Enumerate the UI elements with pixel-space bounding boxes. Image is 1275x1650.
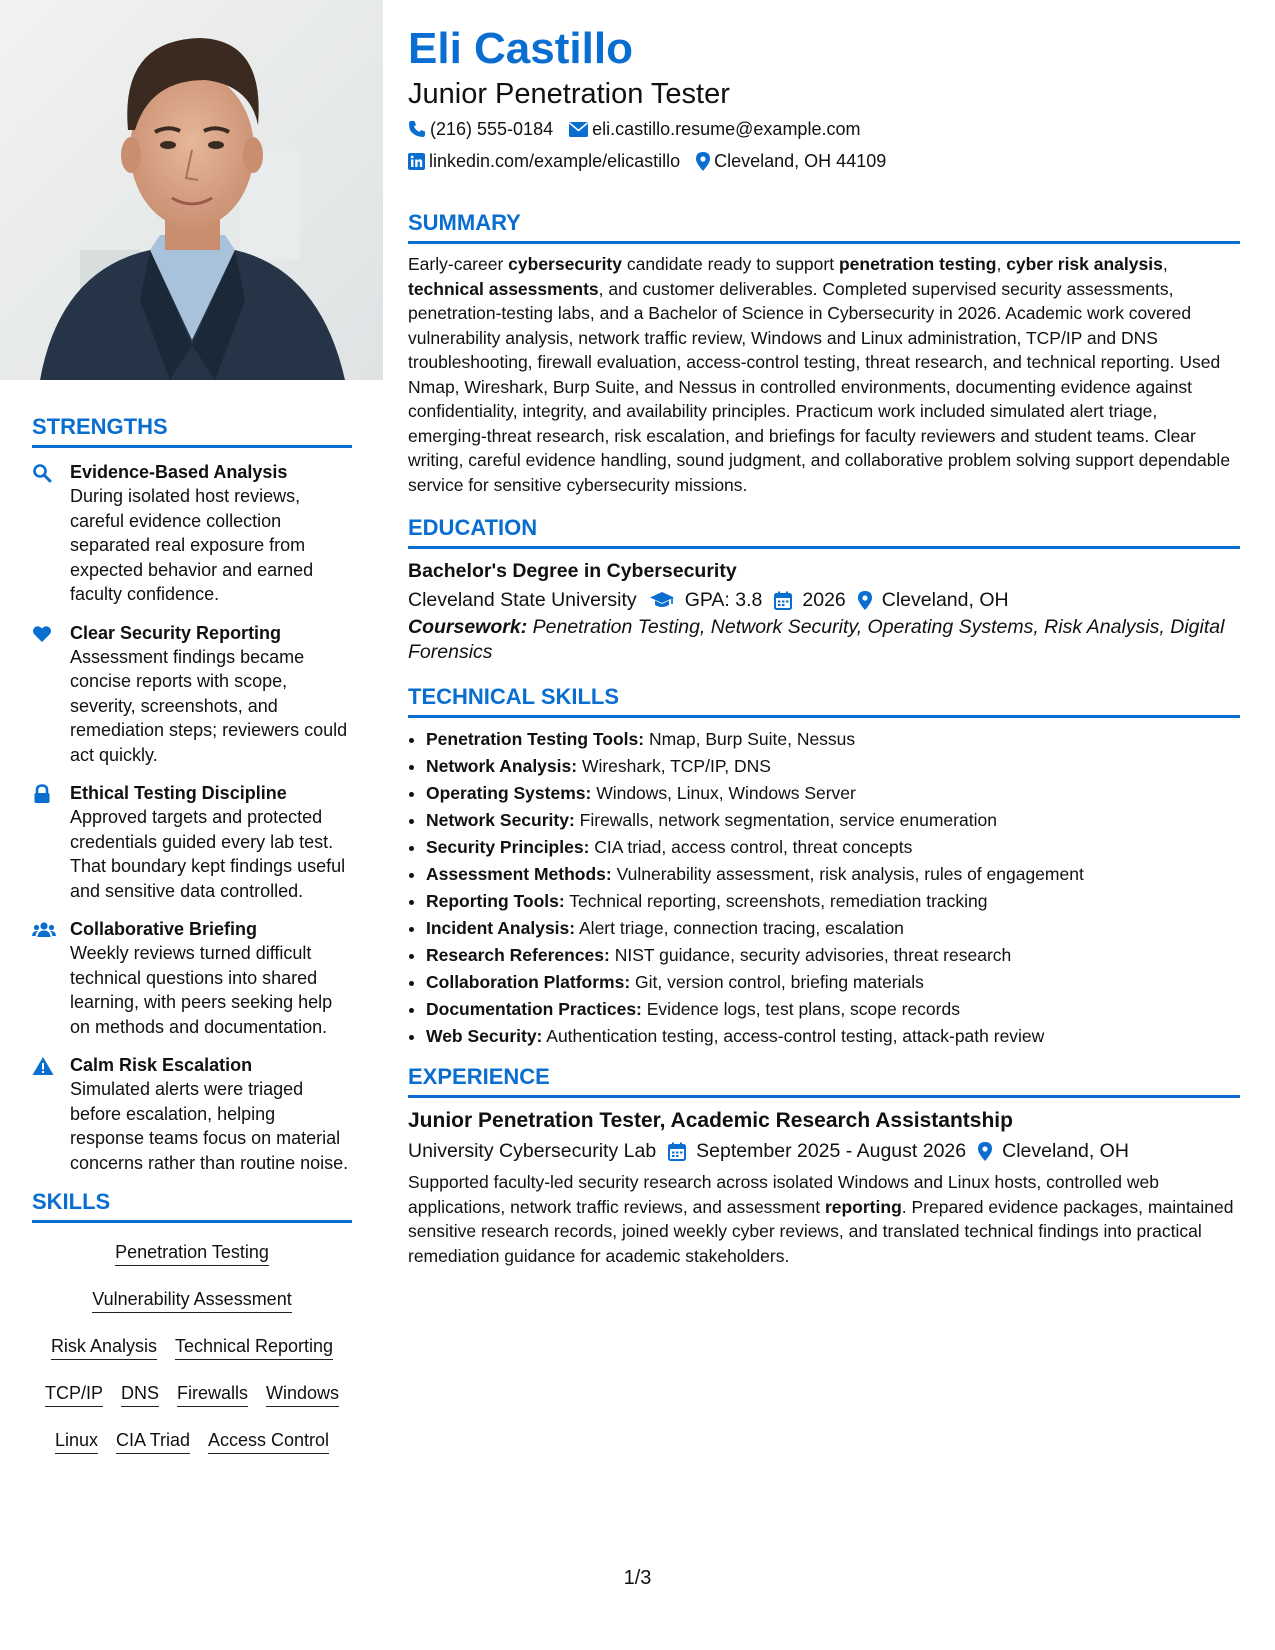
experience-description: Supported faculty-led security research across isolated Windows and Linux hosts, controlled web applications, network traffic reviews, and assessment reporting. Prepared evidence packages, maintained sensitive research records, joined weekly cyber reviews, and translated technical findings into practical remediation guidance for academic stakeholders. <box>408 1172 1234 1266</box>
users-icon <box>32 917 70 1039</box>
job-title: Junior Penetration Tester <box>408 78 730 110</box>
email-text: eli.castillo.resume@example.com <box>592 119 861 139</box>
experience-title: Junior Penetration Tester, Academic Research Assistantship <box>408 1109 1013 1132</box>
graduation-cap-icon <box>649 591 675 609</box>
exp-location-text: Cleveland, OH <box>1002 1140 1129 1162</box>
summary-heading: SUMMARY <box>408 210 1240 244</box>
calendar-icon <box>774 591 792 610</box>
skill-chip: Risk Analysis <box>51 1335 157 1360</box>
search-icon <box>32 460 70 607</box>
strength-description: Simulated alerts were triaged before escalation, helping response teams focus on material concerns rather than routine noise. <box>70 1079 349 1173</box>
profile-photo <box>0 0 383 380</box>
list-item: • Operating Systems: Windows, Linux, Windows Server <box>426 780 1240 807</box>
edu-location-text: Cleveland, OH <box>881 589 1009 611</box>
list-item: • Research References: NIST guidance, security advisories, threat research <box>426 942 1240 969</box>
phone-text: (216) 555-0184 <box>430 119 554 139</box>
skill-chip: CIA Triad <box>116 1429 190 1454</box>
list-item: • Documentation Practices: Evidence logs, test plans, scope records <box>426 996 1240 1023</box>
strength-title: Evidence-Based Analysis <box>70 462 288 482</box>
envelope-icon <box>569 122 588 137</box>
linkedin-icon <box>408 153 425 170</box>
strength-description: During isolated host reviews, careful evidence collection separated real exposure from expected behavior and earned faculty confidence. <box>70 486 314 604</box>
location-text: Cleveland, OH 44109 <box>714 151 887 171</box>
skills-row <box>32 1335 352 1360</box>
location-contact <box>696 146 886 176</box>
education-heading: EDUCATION <box>408 515 1240 549</box>
map-pin-icon <box>858 591 872 610</box>
contact-row <box>408 146 1240 176</box>
exp-location-item <box>978 1136 1129 1166</box>
dates-item <box>668 1136 966 1166</box>
list-item: • Web Security: Authentication testing, access-control testing, attack-path review <box>426 1023 1240 1050</box>
list-item: • Assessment Methods: Vulnerability assessment, risk analysis, rules of engagement <box>426 861 1240 888</box>
strength-description: Weekly reviews turned difficult technical questions into shared learning, with peers seeking help on methods and documentation. <box>70 943 333 1037</box>
phone-icon <box>408 120 426 138</box>
skill-chip: Vulnerability Assessment <box>92 1288 291 1313</box>
edu-location-item <box>858 585 1009 615</box>
skills-heading: SKILLS <box>32 1189 352 1223</box>
strength-title: Calm Risk Escalation <box>70 1055 253 1075</box>
school-name: Cleveland State University <box>408 589 637 611</box>
skill-chip: DNS <box>121 1382 159 1407</box>
calendar-icon <box>668 1142 686 1161</box>
list-item: • Network Analysis: Wireshark, TCP/IP, DNS <box>426 753 1240 780</box>
education-meta <box>408 585 1240 615</box>
summary-text: Early-career cybersecurity candidate ready to support penetration testing, cyber risk analysis, technical assessments, and customer deliverables. Completed supervised security assessments, penetration-testing labs, and a Bachelor of Science in Cybersecurity in 2026. Academic work covered vulnerability analysis, network traffic review, Windows and Linux administration, TCP/IP and DNS troubleshooting, firewall evaluation, access-control testing, threat research, and technical reporting. Used Nmap, Wireshark, Burp Suite, and Nessus in controlled environments, documenting evidence against confidentiality, integrity, and availability principles. Practicum work included simulated alert triage, emerging-threat research, risk escalation, and briefings for faculty reviewers and student teams. Clear writing, careful evidence handling, sound judgment, and collaborative problem solving support dependable service for sensitive cybersecurity missions. <box>408 254 1231 495</box>
skill-chip: Access Control <box>208 1429 329 1454</box>
coursework-list: Penetration Testing, Network Security, Operating Systems, Risk Analysis, Digital Forensics <box>408 616 1225 663</box>
coursework <box>408 615 1240 664</box>
lock-icon <box>32 781 70 903</box>
coursework-label: Coursework: <box>408 616 528 638</box>
year-text: 2026 <box>802 589 846 611</box>
degree-title: Bachelor's Degree in Cybersecurity <box>408 560 737 582</box>
left-column <box>0 0 383 1650</box>
skill-chip: TCP/IP <box>45 1382 103 1407</box>
map-pin-icon <box>696 152 710 171</box>
dates-text: September 2025 - August 2026 <box>696 1140 967 1162</box>
strength-title: Ethical Testing Discipline <box>70 783 287 803</box>
contact-row <box>408 114 1240 144</box>
strength-item <box>32 1053 352 1175</box>
skills-row <box>32 1288 352 1313</box>
strength-item <box>32 621 352 768</box>
strength-item <box>32 781 352 903</box>
skills-row <box>32 1429 352 1454</box>
skill-chip: Firewalls <box>177 1382 248 1407</box>
list-item: • Network Security: Firewalls, network segmentation, service enumeration <box>426 807 1240 834</box>
strength-title: Collaborative Briefing <box>70 919 258 939</box>
strength-description: Approved targets and protected credentials guided every lab test. That boundary kept findings useful and sensitive data controlled. <box>70 807 346 901</box>
strength-item <box>32 460 352 607</box>
linkedin-contact[interactable] <box>408 146 680 176</box>
sidebar <box>32 414 352 1476</box>
experience-meta <box>408 1136 1240 1166</box>
strength-item <box>32 917 352 1039</box>
map-pin-icon <box>978 1142 992 1161</box>
list-item: • Security Principles: CIA triad, access control, threat concepts <box>426 834 1240 861</box>
page-number: 1/3 <box>623 1567 652 1589</box>
skill-chip: Technical Reporting <box>175 1335 333 1360</box>
list-item: • Incident Analysis: Alert triage, connection tracing, escalation <box>426 915 1240 942</box>
list-item: • Collaboration Platforms: Git, version control, briefing materials <box>426 969 1240 996</box>
email-contact[interactable] <box>569 114 860 144</box>
strength-title: Clear Security Reporting <box>70 622 282 643</box>
skill-chip: Linux <box>55 1429 98 1454</box>
heart-icon <box>32 621 70 768</box>
list-item: • Reporting Tools: Technical reporting, screenshots, remediation tracking <box>426 888 1240 915</box>
list-item: • Penetration Testing Tools: Nmap, Burp Suite, Nessus <box>426 726 1240 753</box>
gpa-item <box>649 585 763 615</box>
strength-description: Assessment findings became concise reports with scope, severity, screenshots, and remediation steps; reviewers could act quickly. <box>70 646 348 765</box>
skills-row <box>32 1241 352 1266</box>
candidate-name: Eli Castillo <box>408 24 633 73</box>
skill-chip: Windows <box>266 1382 339 1407</box>
skills-row <box>32 1382 352 1407</box>
experience-heading: EXPERIENCE <box>408 1064 1240 1098</box>
organization-name: University Cybersecurity Lab <box>408 1140 657 1162</box>
technical-skills-heading: TECHNICAL SKILLS <box>408 684 1240 718</box>
skill-chip: Penetration Testing <box>115 1241 269 1266</box>
gpa-text: GPA: 3.8 <box>684 589 763 611</box>
warning-icon <box>32 1053 70 1175</box>
phone-contact[interactable] <box>408 114 553 144</box>
year-item <box>774 585 845 615</box>
linkedin-text: linkedin.com/example/elicastillo <box>429 151 681 171</box>
main-column <box>408 22 1240 1268</box>
skills-chips <box>32 1235 352 1454</box>
strengths-heading: STRENGTHS <box>32 414 352 448</box>
technical-skills-list <box>408 726 1240 1050</box>
